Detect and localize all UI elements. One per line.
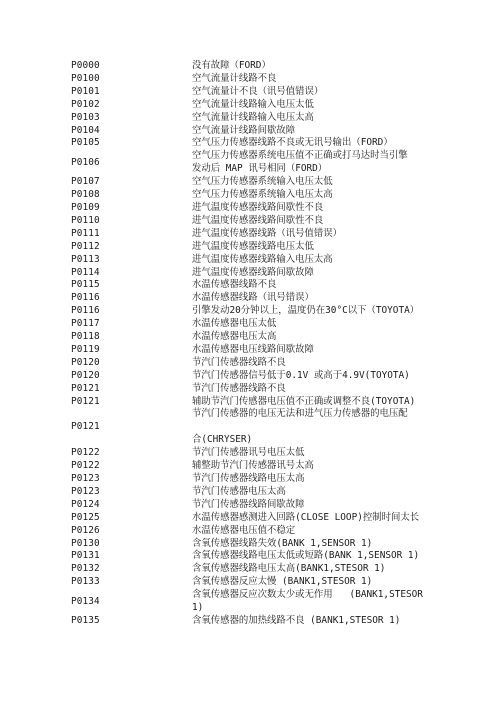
fault-code: P0109 [71, 201, 100, 213]
code-row [71, 370, 491, 383]
fault-description: 节汽门传感器电压太高 [192, 485, 286, 497]
fault-code: P0104 [71, 124, 100, 136]
fault-code: P0106 [71, 156, 100, 168]
code-row [71, 408, 491, 447]
code-row [71, 318, 491, 331]
code-row [71, 254, 491, 267]
fault-description: 含氧传感器反应太慢 (BANK1,STESOR 1) [192, 576, 373, 588]
code-row [71, 396, 491, 409]
fault-description: 水温传感器线路（讯号错误） [192, 292, 314, 304]
code-row [71, 189, 491, 202]
fault-description: 水温传感器电压值不稳定 [192, 524, 296, 536]
code-row [71, 112, 491, 125]
fault-description: 含氧传感器的加热线路不良 (BANK1,STESOR 1) [192, 614, 401, 626]
fault-code: P0116 [71, 292, 100, 304]
fault-description: 节汽门传感器的电压无法和进气压力传感器的电压配 合(CHRYSER) [192, 408, 408, 446]
code-row [71, 137, 491, 150]
fault-code: P0119 [71, 343, 100, 355]
fault-description: 空气流量计线路输入电压太高 [192, 111, 314, 123]
fault-code: P0103 [71, 111, 100, 123]
code-row [71, 176, 491, 189]
fault-code: P0116 [71, 305, 100, 317]
fault-code: P0102 [71, 98, 100, 110]
fault-description: 水温传感器电压线路间歇故障 [192, 343, 314, 355]
fault-code: P0131 [71, 550, 100, 562]
code-row [71, 460, 491, 473]
code-row [71, 73, 491, 86]
fault-code: P0120 [71, 369, 100, 381]
fault-code: P0112 [71, 240, 100, 252]
fault-code: P0133 [71, 576, 100, 588]
fault-description: 空气流量计线路间歇故障 [192, 124, 296, 136]
fault-code: P0000 [71, 60, 100, 71]
code-row [71, 202, 491, 215]
fault-description: 节汽门传感器信号低于0.1V 或高于4.9V(TOYOTA) [192, 369, 410, 381]
fault-description: 辅助节汽门传感器电压值不正确或调整不良(TOYOTA) [192, 395, 416, 407]
fault-description: 水温传感器感测进入回路(CLOSE LOOP)控制时间太长 [192, 511, 420, 523]
code-row [71, 499, 491, 512]
code-row [71, 60, 491, 73]
fault-description: 进气温度传感器线路间歇性不良 [192, 214, 324, 226]
fault-description: 进气温度传感器线路（讯号值错误） [192, 227, 343, 239]
fault-code: P0123 [71, 473, 100, 484]
fault-description: 进气温度传感器线路间歇性不良 [192, 201, 324, 213]
code-row [71, 86, 491, 99]
fault-description: 引擎发动20分钟以上，温度仍在30°C以下（TOYOTA） [192, 305, 420, 317]
fault-description: 含氧传感器线路失效(BANK 1,SENSOR 1) [192, 537, 373, 549]
fault-description: 空气流量计不良（讯号值错误） [192, 85, 324, 97]
fault-description: 没有故障（FORD） [192, 60, 271, 71]
fault-code: P0110 [71, 214, 100, 226]
fault-code: P0114 [71, 266, 100, 278]
fault-description: 节汽门传感器讯号电压太低 [192, 447, 305, 459]
fault-code: P0107 [71, 176, 100, 188]
fault-description: 空气压力传感器线路不良或无讯号输出（FORD） [192, 137, 393, 149]
code-row [71, 538, 491, 551]
fault-description: 进气温度传感器线路间歇故障 [192, 266, 314, 278]
code-row [71, 279, 491, 292]
fault-code: P0121 [71, 421, 100, 433]
code-row [71, 125, 491, 138]
fault-description: 空气压力传感器系统输入电压太高 [192, 189, 333, 201]
fault-code: P0113 [71, 253, 100, 265]
fault-description: 空气压力传感器系统输入电压太低 [192, 176, 333, 188]
code-row [71, 99, 491, 112]
fault-code: P0100 [71, 72, 100, 84]
fault-code: P0130 [71, 537, 100, 549]
code-row [71, 331, 491, 344]
fault-description: 进气温度传感器线路输入电压太高 [192, 253, 333, 265]
fault-code: P0125 [71, 511, 100, 523]
fault-description: 水温传感器线路不良 [192, 279, 277, 291]
fault-description: 水温传感器电压太低 [192, 318, 277, 330]
fault-description: 辅整助节汽门传感器讯号太高 [192, 460, 314, 472]
fault-code: P0118 [71, 331, 100, 343]
fault-code: P0126 [71, 524, 100, 536]
fault-code: P0120 [71, 356, 100, 368]
fault-code: P0108 [71, 189, 100, 201]
fault-code: P0134 [71, 595, 100, 607]
fault-code: P0117 [71, 318, 100, 330]
fault-code: P0105 [71, 137, 100, 149]
fault-code: P0122 [71, 447, 100, 459]
fault-description: 含氧传感器反应次数太少或无作用 (BANK1,STESOR 1) [192, 589, 423, 614]
fault-code: P0111 [71, 227, 100, 239]
code-row [71, 241, 491, 254]
fault-description: 水温传感器电压太高 [192, 331, 277, 343]
code-row [71, 447, 491, 460]
fault-code: P0121 [71, 382, 100, 394]
fault-description: 空气流量计线路输入电压太低 [192, 98, 314, 110]
code-row [71, 525, 491, 538]
code-row [71, 292, 491, 305]
code-row [71, 215, 491, 228]
fault-description: 节汽门传感器线路电压太高 [192, 473, 305, 484]
code-row [71, 512, 491, 525]
fault-code: P0121 [71, 395, 100, 407]
fault-description: 进气温度传感器线路电压太低 [192, 240, 314, 252]
fault-code: P0135 [71, 614, 100, 626]
code-row [71, 550, 491, 563]
code-row [71, 305, 491, 318]
code-row [71, 383, 491, 396]
fault-description: 节汽门传感器线路间歇故障 [192, 498, 305, 510]
code-row [71, 563, 491, 576]
fault-code: P0101 [71, 85, 100, 97]
code-row [71, 150, 491, 176]
fault-description: 含氧传感器线路电压太低或短路(BANK 1,SENSOR 1) [192, 550, 420, 562]
fault-code: P0115 [71, 279, 100, 291]
code-row [71, 228, 491, 241]
code-row [71, 615, 491, 628]
fault-code: P0123 [71, 485, 100, 497]
fault-code: P0132 [71, 563, 100, 575]
code-row [71, 267, 491, 280]
fault-description: 节汽门传感器线路不良 [192, 356, 286, 368]
code-row [71, 576, 491, 589]
code-row [71, 357, 491, 370]
fault-description: 节汽门传感器线路不良 [192, 382, 286, 394]
fault-code: P0124 [71, 498, 100, 510]
fault-description: 空气流量计线路不良 [192, 72, 277, 84]
code-row [71, 473, 491, 486]
code-row [71, 486, 491, 499]
fault-code: P0122 [71, 460, 100, 472]
fault-description: 空气压力传感器系统电压值不正确或打马达时当引擎 发动后 MAP 讯号相同（FORD） [192, 150, 408, 175]
fault-description: 含氧传感器线路电压太高(BANK1,STESOR 1) [192, 563, 386, 575]
fault-code-table [71, 60, 491, 628]
code-row [71, 589, 491, 615]
code-row [71, 344, 491, 357]
